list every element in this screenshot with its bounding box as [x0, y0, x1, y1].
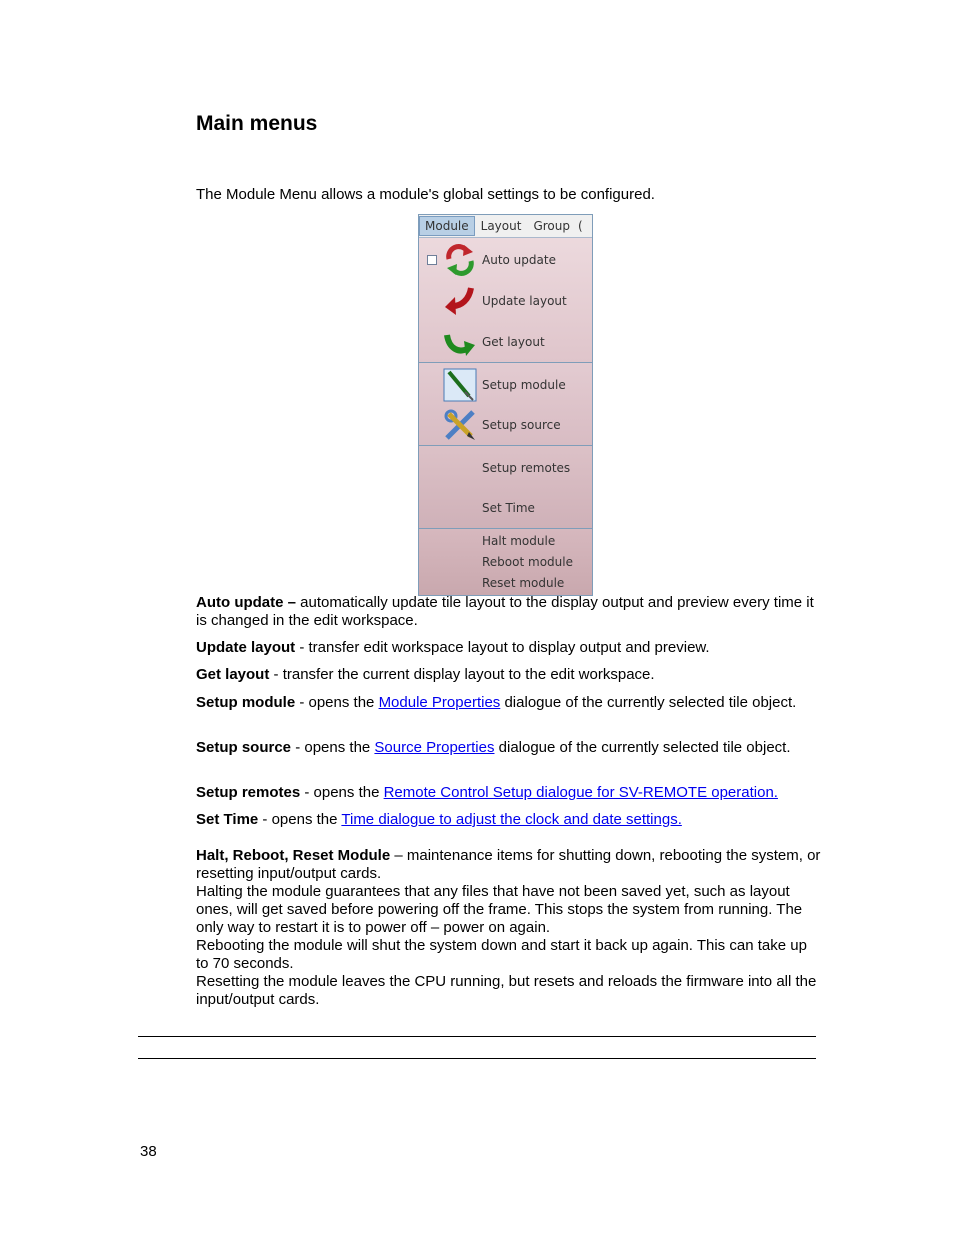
term-update-layout: Update layout [196, 639, 296, 656]
tools-icon [443, 408, 477, 442]
term-setup-source: Setup source [196, 739, 292, 756]
desc-setup-source-pre: - opens the [291, 739, 375, 756]
desc-setup-module-post: dialogue of the currently selected tile object. [500, 694, 797, 711]
auto-update-checkbox[interactable] [427, 255, 437, 265]
module-properties-link[interactable]: Module Properties [378, 694, 501, 711]
para-set-time [196, 811, 821, 829]
setup-source-label: Setup source [482, 418, 561, 432]
desc-update-layout: - transfer edit workspace layout to display output and preview. [295, 639, 710, 656]
page-title: Main menus [196, 112, 318, 135]
reboot-module-label: Reboot module [482, 554, 573, 569]
desc-set-time-pre: - opens the [258, 811, 342, 828]
para-setup-remotes [196, 784, 821, 802]
module-menu-screenshot [418, 214, 593, 596]
term-get-layout: Get layout [196, 666, 270, 683]
menu-group-remotes [419, 446, 592, 529]
menu-bar [419, 215, 592, 238]
desc-get-layout: - transfer the current display layout to the edit workspace. [269, 666, 655, 683]
desc-setup-source-post: dialogue of the currently selected tile object. [494, 739, 791, 756]
desc-setup-module-pre: - opens the [295, 694, 379, 711]
reset-module-label: Reset module [482, 575, 565, 590]
intro-text: The Module Menu allows a module's global settings to be configured. [196, 186, 655, 203]
desc-halting: Halting the module guarantees that any files that have not been saved yet, such as layout ones, will get saved before powering off the frame. This stops the system from running. The only way to restart it is to power off – power on again. [196, 883, 803, 936]
divider-bottom [138, 1058, 816, 1059]
term-setup-remotes: Setup remotes [196, 784, 301, 801]
menu-item-setup-module[interactable] [419, 365, 592, 405]
red-arrow-icon [443, 284, 477, 318]
setup-module-label: Setup module [482, 378, 566, 392]
term-auto-update: Auto update – [196, 594, 296, 611]
setup-remotes-label: Setup remotes [482, 461, 571, 475]
update-layout-label: Update layout [482, 294, 567, 308]
desc-auto-update: automatically update tile layout to the display output and preview every time it is changed in the edit workspace. [196, 594, 814, 629]
desc-setup-remotes-pre: - opens the [300, 784, 384, 801]
halt-module-label: Halt module [482, 533, 556, 548]
menu-group[interactable]: Group [533, 219, 570, 233]
desc-resetting: Resetting the module leaves the CPU running, but resets and reloads the firmware into all the input/output cards. [196, 973, 817, 1008]
source-properties-link[interactable]: Source Properties [374, 739, 495, 756]
para-get-layout [196, 666, 821, 684]
menu-module[interactable]: Module [419, 216, 475, 236]
divider-top [138, 1036, 816, 1037]
para-setup-source [196, 739, 821, 757]
menu-group-update [419, 238, 592, 363]
menu-item-set-time[interactable] [419, 488, 592, 528]
screwdriver-icon [443, 368, 477, 402]
menu-item-setup-source[interactable] [419, 405, 592, 445]
menu-group-maintenance [419, 529, 592, 595]
auto-update-label: Auto update [482, 253, 556, 267]
term-set-time: Set Time [196, 811, 259, 828]
term-setup-module: Setup module [196, 694, 296, 711]
desc-halt-reboot-reset: – maintenance items for shutting down, rebooting the system, or resetting input/output cards. [196, 847, 821, 882]
menu-item-auto-update[interactable] [419, 240, 592, 280]
term-halt-reboot-reset: Halt, Reboot, Reset Module [196, 847, 391, 864]
remote-control-setup-link[interactable]: Remote Control Setup dialogue for SV-REMOTE operation. [383, 784, 778, 801]
menu-item-halt-module[interactable] [419, 530, 592, 551]
menu-item-get-layout[interactable] [419, 322, 592, 362]
refresh-icon [443, 243, 477, 277]
menu-item-setup-remotes[interactable] [419, 448, 592, 488]
para-auto-update [196, 594, 821, 630]
set-time-label: Set Time [482, 501, 535, 515]
green-arrow-icon [443, 325, 477, 359]
para-setup-module [196, 694, 821, 712]
menu-item-reboot-module[interactable] [419, 551, 592, 572]
para-halt-reboot-reset [196, 847, 821, 1009]
desc-rebooting: Rebooting the module will shut the system down and start it back up again. This can take up to 70 seconds. [196, 937, 807, 972]
menu-item-reset-module[interactable] [419, 572, 592, 593]
para-update-layout [196, 639, 821, 657]
get-layout-label: Get layout [482, 335, 545, 349]
time-dialogue-link[interactable]: Time dialogue to adjust the clock and date settings. [341, 811, 682, 828]
menu-item-update-layout[interactable] [419, 281, 592, 321]
page-number: 38 [140, 1143, 157, 1160]
menu-more[interactable]: ( [577, 219, 583, 233]
menu-layout[interactable]: Layout [480, 219, 522, 233]
menu-group-setup [419, 363, 592, 446]
